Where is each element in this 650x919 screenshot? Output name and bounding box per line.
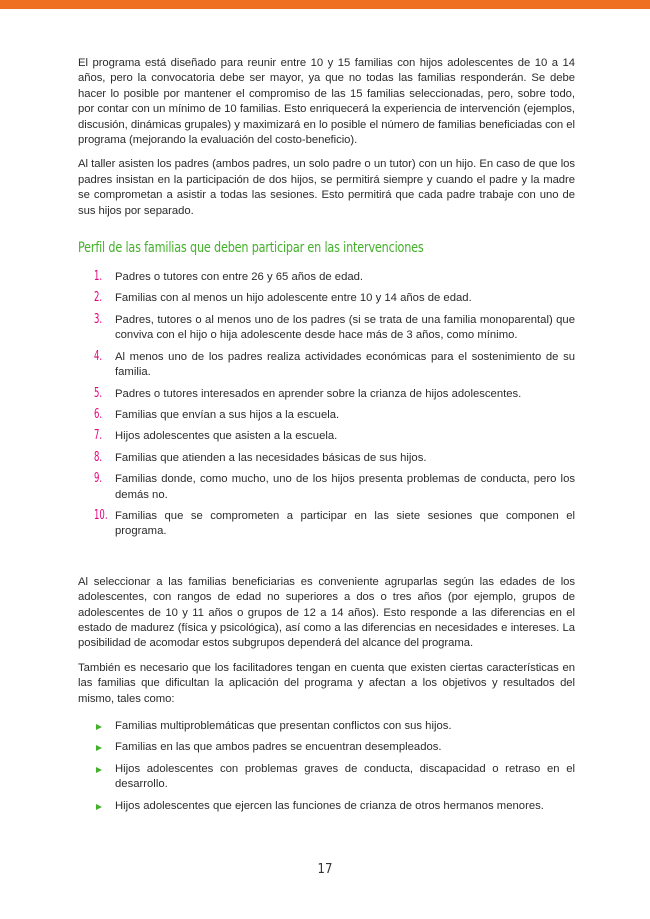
list-number: 9. [94, 470, 103, 487]
list-item-text: Familias en las que ambos padres se encuentran desempleados. [115, 741, 442, 754]
triangle-right-icon [96, 745, 102, 751]
profile-list-item [78, 347, 575, 381]
list-number: 2. [94, 289, 103, 306]
list-item-text: Familias donde, como mucho, uno de los hijos presenta problemas de conducta, pero los demás no. [115, 473, 575, 501]
list-item-text: Al menos uno de los padres realiza actividades económicas para el sostenimiento de su familia. [115, 350, 575, 379]
profile-list-item [78, 310, 575, 344]
difficulty-list-item [78, 719, 575, 734]
section-heading: Perfil de las familias que deben participar en las intervenciones [78, 240, 424, 257]
list-item-text: Familias multiproblemáticas que presentan conflictos con sus hijos. [115, 720, 452, 732]
list-item-text: Padres o tutores con entre 26 y 65 años de edad. [115, 271, 364, 284]
list-number: 4. [94, 347, 103, 364]
list-item-text: Familias que envían a sus hijos a la escuela. [115, 408, 340, 421]
profile-list-item [78, 291, 575, 306]
profile-list [78, 270, 575, 540]
profile-list-item [78, 506, 575, 540]
list-item-text: Hijos adolescentes con problemas graves de conducta, discapacidad o retraso en el desarrollo. [115, 762, 575, 791]
list-item-text: Familias que atienden a las necesidades básicas de sus hijos. [115, 451, 427, 464]
difficulty-list [78, 719, 575, 814]
list-number: 3. [94, 310, 103, 327]
difficulty-list-item [78, 762, 575, 793]
triangle-right-icon [96, 767, 102, 773]
list-number: 7. [94, 427, 103, 444]
intro-paragraph-2: Al taller asisten los padres (ambos padres, un solo padre o un tutor) con un hijo. En caso de que los padres insistan en la participación de dos hijos, se permitirá siempre y cuando el padre y la madre se comprometan a asistir a todas las sesiones. Esto permitirá que cada padre trabaje con uno de sus hijos por separado. [78, 158, 575, 217]
triangle-right-icon [96, 724, 102, 730]
list-number: 10. [94, 506, 108, 523]
list-item-text: Padres o tutores interesados en aprender sobre la crianza de hijos adolescentes. [115, 387, 522, 400]
list-item-text: Hijos adolescentes que asisten a la escuela. [115, 430, 338, 443]
list-number: 8. [94, 448, 103, 465]
page-number: 17 [317, 862, 333, 877]
profile-list-item [78, 405, 575, 423]
body-paragraph-2: También es necesario que los facilitadores tengan en cuenta que existen ciertas características en las familias que dificultan la aplicación del programa y afectan a los objetivos y resultados del mismo, tales como: [78, 661, 575, 705]
difficulty-list-item [78, 740, 575, 755]
top-accent-bar [0, 0, 650, 9]
profile-list-item [78, 429, 575, 444]
triangle-right-icon [96, 804, 102, 810]
body-paragraph-1: Al seleccionar a las familias beneficiarias es conveniente agruparlas según las edades de los adolescentes, con rangos de edad no superiores a dos o tres años (por ejemplo, grupos de adolescentes de 10 y 11 años o grupos de 12 a 14 años). Esto responde a las diferencias en el estado de madurez (física y psicológica), así como a las diferencias en necesidades e intereses. La posibilidad de acomodar estos subgrupos dependerá del alcance del programa. [78, 575, 575, 650]
list-item-text: Hijos adolescentes que ejercen las funciones de crianza de otros hermanos menores. [115, 799, 544, 812]
spacer [78, 546, 575, 575]
profile-list-item [78, 270, 575, 285]
list-number: 6. [94, 405, 103, 422]
list-number: 5. [94, 384, 103, 401]
profile-list-item [78, 448, 575, 466]
profile-list-item [78, 472, 575, 503]
list-item-text: Familias con al menos un hijo adolescente entre 10 y 14 años de edad. [115, 292, 472, 305]
difficulty-list-item [78, 799, 575, 814]
list-number: 1. [94, 268, 103, 285]
page-content [78, 56, 575, 820]
profile-list-item [78, 384, 575, 402]
intro-paragraph-1: El programa está diseñado para reunir entre 10 y 15 familias con hijos adolescentes de 10 a 14 años, pero la convocatoria debe ser mayor, ya que no todas las familias responderán. Se debe hacer lo posible por mantener el compromiso de las 15 familias seleccionadas, pero, sobre todo, por contar con un mínimo de 10 familias. Esto enriquecerá la experiencia de intervención (ejemplos, discusión, dinámicas grupales) y maximizará en lo posible el número de familias beneficiadas con el programa (mejorando la evaluación del costo-beneficio). [78, 57, 575, 147]
list-item-text: Padres, tutores o al menos uno de los padres (si se trata de una familia monoparental) que conviva con el hijo o hija adolescente desde hace más de 3 años, como mínimo. [115, 313, 575, 342]
list-item-text: Familias que se comprometen a participar en las siete sesiones que componen el programa. [115, 509, 575, 538]
